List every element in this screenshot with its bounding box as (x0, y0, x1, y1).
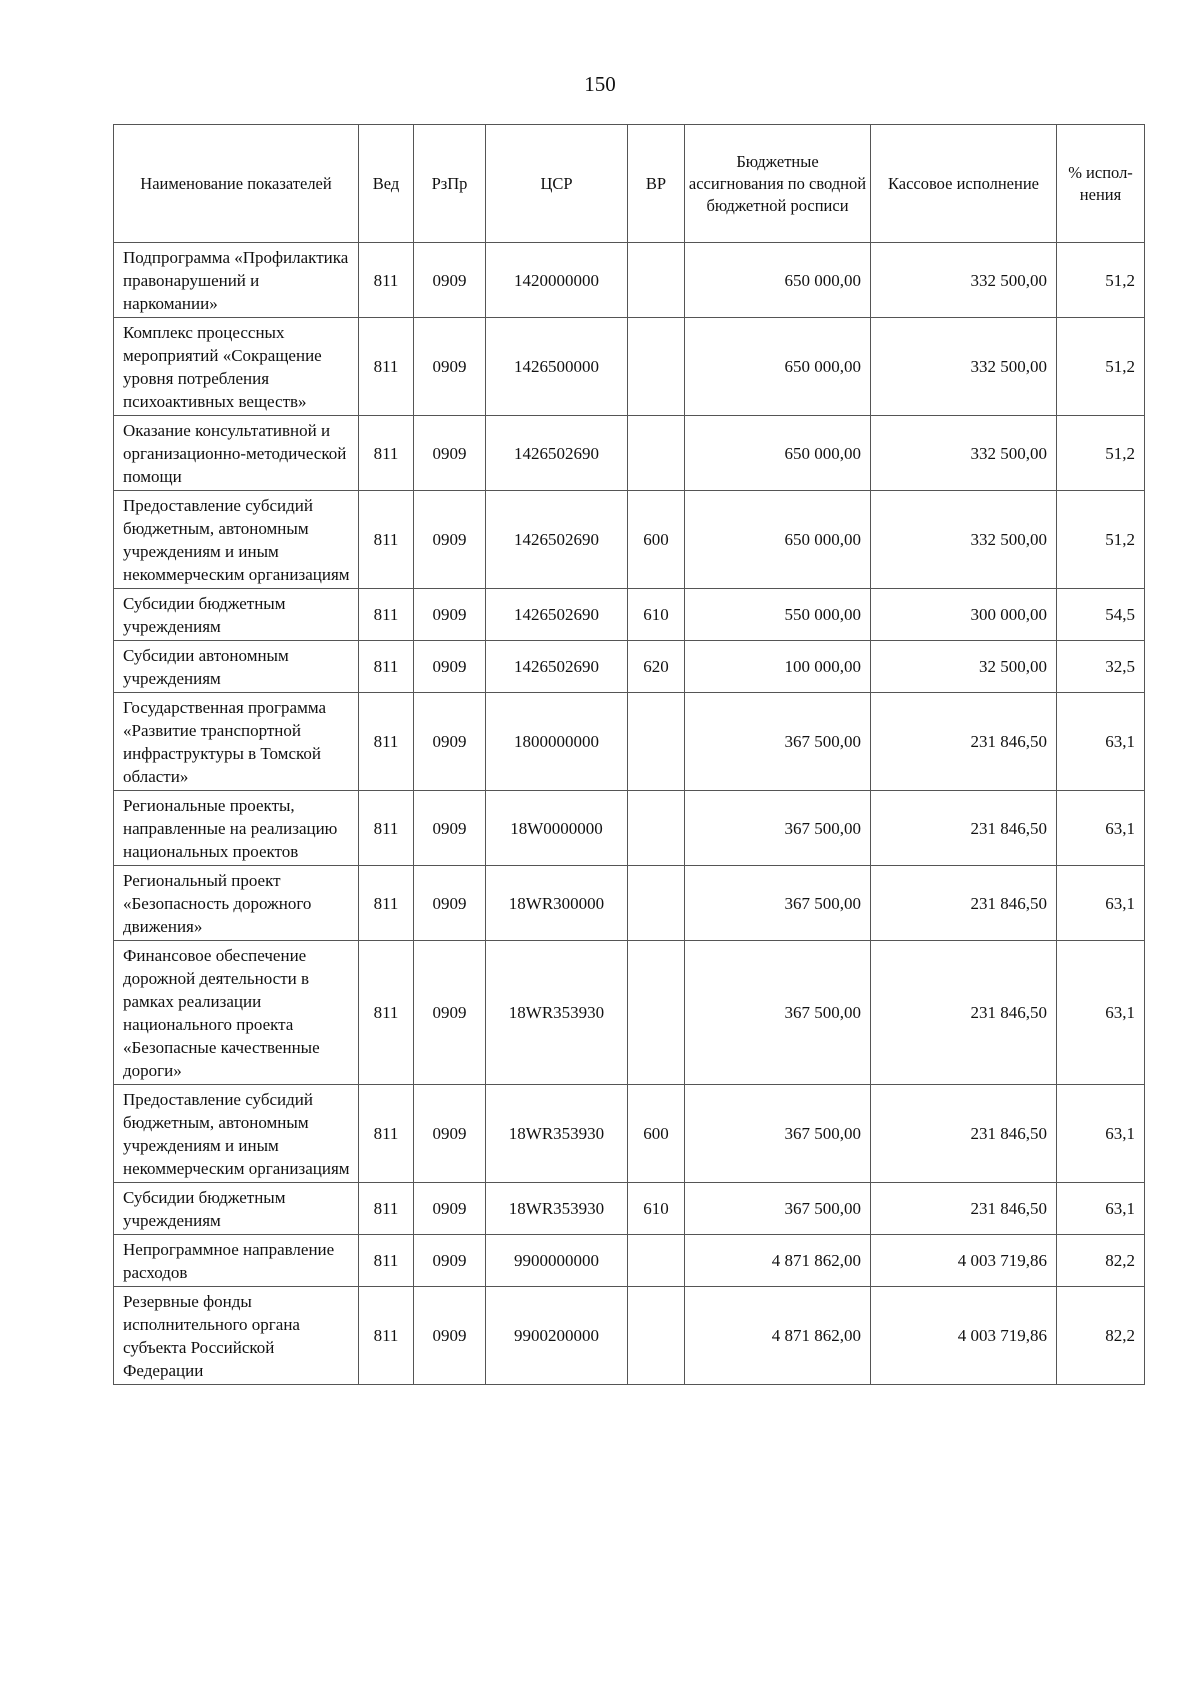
table-row (114, 693, 1145, 791)
table-row (114, 243, 1145, 318)
cell-csr: 9900000000 (486, 1235, 628, 1287)
cell-name: Субсидии бюджетным учреждениям (114, 589, 359, 641)
cell-vr (628, 791, 685, 866)
cell-percent: 63,1 (1057, 693, 1145, 791)
cell-vr (628, 1235, 685, 1287)
cell-csr: 1426502690 (486, 641, 628, 693)
cell-budget: 550 000,00 (685, 589, 871, 641)
cell-vr (628, 693, 685, 791)
cell-ved: 811 (359, 641, 414, 693)
cell-percent: 82,2 (1057, 1287, 1145, 1385)
cell-ved: 811 (359, 589, 414, 641)
cell-vr (628, 866, 685, 941)
cell-rzpr: 0909 (414, 1183, 486, 1235)
cell-rzpr: 0909 (414, 791, 486, 866)
cell-cash: 332 500,00 (871, 491, 1057, 589)
cell-cash: 32 500,00 (871, 641, 1057, 693)
cell-name: Комплекс процессных мероприятий «Сокращение уровня потребления психоактивных веществ» (114, 318, 359, 416)
cell-csr: 1426502690 (486, 416, 628, 491)
cell-rzpr: 0909 (414, 641, 486, 693)
cell-name: Предоставление субсидий бюджетным, автономным учреждениям и иным некоммерческим организациям (114, 491, 359, 589)
header-vr: ВР (628, 125, 685, 243)
cell-csr: 18WR353930 (486, 1183, 628, 1235)
cell-ved: 811 (359, 1287, 414, 1385)
cell-ved: 811 (359, 318, 414, 416)
cell-budget: 4 871 862,00 (685, 1235, 871, 1287)
cell-csr: 18WR300000 (486, 866, 628, 941)
cell-percent: 51,2 (1057, 243, 1145, 318)
cell-name: Подпрограмма «Профилактика правонарушений и наркомании» (114, 243, 359, 318)
cell-name: Субсидии автономным учреждениям (114, 641, 359, 693)
cell-csr: 1800000000 (486, 693, 628, 791)
table-row (114, 491, 1145, 589)
table-header-row (114, 125, 1145, 243)
cell-cash: 231 846,50 (871, 791, 1057, 866)
table-row (114, 1235, 1145, 1287)
cell-budget: 650 000,00 (685, 416, 871, 491)
cell-cash: 231 846,50 (871, 1085, 1057, 1183)
cell-ved: 811 (359, 1183, 414, 1235)
cell-ved: 811 (359, 1085, 414, 1183)
cell-csr: 1426502690 (486, 589, 628, 641)
cell-ved: 811 (359, 243, 414, 318)
cell-rzpr: 0909 (414, 866, 486, 941)
cell-percent: 63,1 (1057, 1183, 1145, 1235)
cell-budget: 367 500,00 (685, 866, 871, 941)
cell-csr: 1426502690 (486, 491, 628, 589)
cell-budget: 367 500,00 (685, 693, 871, 791)
table-row (114, 416, 1145, 491)
header-ved: Вед (359, 125, 414, 243)
cell-csr: 1426500000 (486, 318, 628, 416)
cell-percent: 32,5 (1057, 641, 1145, 693)
table-body (114, 243, 1145, 1385)
cell-cash: 300 000,00 (871, 589, 1057, 641)
cell-csr: 1420000000 (486, 243, 628, 318)
cell-cash: 4 003 719,86 (871, 1235, 1057, 1287)
cell-vr: 620 (628, 641, 685, 693)
table-row (114, 941, 1145, 1085)
cell-budget: 367 500,00 (685, 791, 871, 866)
cell-rzpr: 0909 (414, 1287, 486, 1385)
cell-rzpr: 0909 (414, 243, 486, 318)
cell-rzpr: 0909 (414, 693, 486, 791)
cell-rzpr: 0909 (414, 1085, 486, 1183)
cell-name: Непрограммное направление расходов (114, 1235, 359, 1287)
cell-rzpr: 0909 (414, 589, 486, 641)
cell-percent: 54,5 (1057, 589, 1145, 641)
cell-budget: 4 871 862,00 (685, 1287, 871, 1385)
cell-vr: 610 (628, 589, 685, 641)
cell-percent: 51,2 (1057, 416, 1145, 491)
cell-rzpr: 0909 (414, 941, 486, 1085)
cell-percent: 63,1 (1057, 791, 1145, 866)
cell-vr (628, 416, 685, 491)
cell-budget: 367 500,00 (685, 941, 871, 1085)
cell-percent: 63,1 (1057, 1085, 1145, 1183)
cell-rzpr: 0909 (414, 1235, 486, 1287)
cell-name: Региональный проект «Безопасность дорожного движения» (114, 866, 359, 941)
cell-rzpr: 0909 (414, 416, 486, 491)
cell-name: Субсидии бюджетным учреждениям (114, 1183, 359, 1235)
cell-name: Резервные фонды исполнительного органа субъекта Российской Федерации (114, 1287, 359, 1385)
cell-cash: 231 846,50 (871, 866, 1057, 941)
cell-percent: 82,2 (1057, 1235, 1145, 1287)
cell-budget: 100 000,00 (685, 641, 871, 693)
page-number: 150 (584, 72, 616, 96)
cell-percent: 51,2 (1057, 491, 1145, 589)
cell-budget: 367 500,00 (685, 1183, 871, 1235)
table-row (114, 1183, 1145, 1235)
cell-ved: 811 (359, 791, 414, 866)
cell-cash: 231 846,50 (871, 693, 1057, 791)
table-row (114, 791, 1145, 866)
cell-name: Государственная программа «Развитие транспортной инфраструктуры в Томской области» (114, 693, 359, 791)
cell-cash: 332 500,00 (871, 243, 1057, 318)
table-row (114, 1287, 1145, 1385)
cell-ved: 811 (359, 1235, 414, 1287)
cell-percent: 63,1 (1057, 866, 1145, 941)
table-row (114, 589, 1145, 641)
cell-vr (628, 318, 685, 416)
cell-vr (628, 243, 685, 318)
cell-cash: 4 003 719,86 (871, 1287, 1057, 1385)
cell-ved: 811 (359, 693, 414, 791)
cell-vr (628, 1287, 685, 1385)
cell-budget: 650 000,00 (685, 491, 871, 589)
cell-vr: 600 (628, 1085, 685, 1183)
cell-budget: 650 000,00 (685, 318, 871, 416)
cell-ved: 811 (359, 866, 414, 941)
cell-rzpr: 0909 (414, 318, 486, 416)
cell-vr (628, 941, 685, 1085)
header-rzpr: РзПр (414, 125, 486, 243)
cell-percent: 51,2 (1057, 318, 1145, 416)
header-name: Наименование показателей (114, 125, 359, 243)
cell-ved: 811 (359, 941, 414, 1085)
cell-csr: 18WR353930 (486, 941, 628, 1085)
cell-csr: 18W0000000 (486, 791, 628, 866)
cell-vr: 610 (628, 1183, 685, 1235)
cell-cash: 231 846,50 (871, 941, 1057, 1085)
header-cash: Кассовое исполнение (871, 125, 1057, 243)
header-percent: % испол-нения (1057, 125, 1145, 243)
table-row (114, 866, 1145, 941)
cell-csr: 9900200000 (486, 1287, 628, 1385)
cell-csr: 18WR353930 (486, 1085, 628, 1183)
budget-table (113, 124, 1145, 1385)
cell-vr: 600 (628, 491, 685, 589)
cell-name: Оказание консультативной и организационно-методической помощи (114, 416, 359, 491)
cell-rzpr: 0909 (414, 491, 486, 589)
cell-ved: 811 (359, 491, 414, 589)
cell-name: Финансовое обеспечение дорожной деятельности в рамках реализации национального проекта «Безопасные качественные дороги» (114, 941, 359, 1085)
cell-ved: 811 (359, 416, 414, 491)
cell-name: Предоставление субсидий бюджетным, автономным учреждениям и иным некоммерческим организациям (114, 1085, 359, 1183)
table-row (114, 1085, 1145, 1183)
header-csr: ЦСР (486, 125, 628, 243)
cell-budget: 650 000,00 (685, 243, 871, 318)
cell-name: Региональные проекты, направленные на реализацию национальных проектов (114, 791, 359, 866)
cell-percent: 63,1 (1057, 941, 1145, 1085)
cell-budget: 367 500,00 (685, 1085, 871, 1183)
cell-cash: 332 500,00 (871, 416, 1057, 491)
cell-cash: 332 500,00 (871, 318, 1057, 416)
table-row (114, 641, 1145, 693)
cell-cash: 231 846,50 (871, 1183, 1057, 1235)
header-budget: Бюджетные ассигнования по сводной бюджетной росписи (685, 125, 871, 243)
table-row (114, 318, 1145, 416)
